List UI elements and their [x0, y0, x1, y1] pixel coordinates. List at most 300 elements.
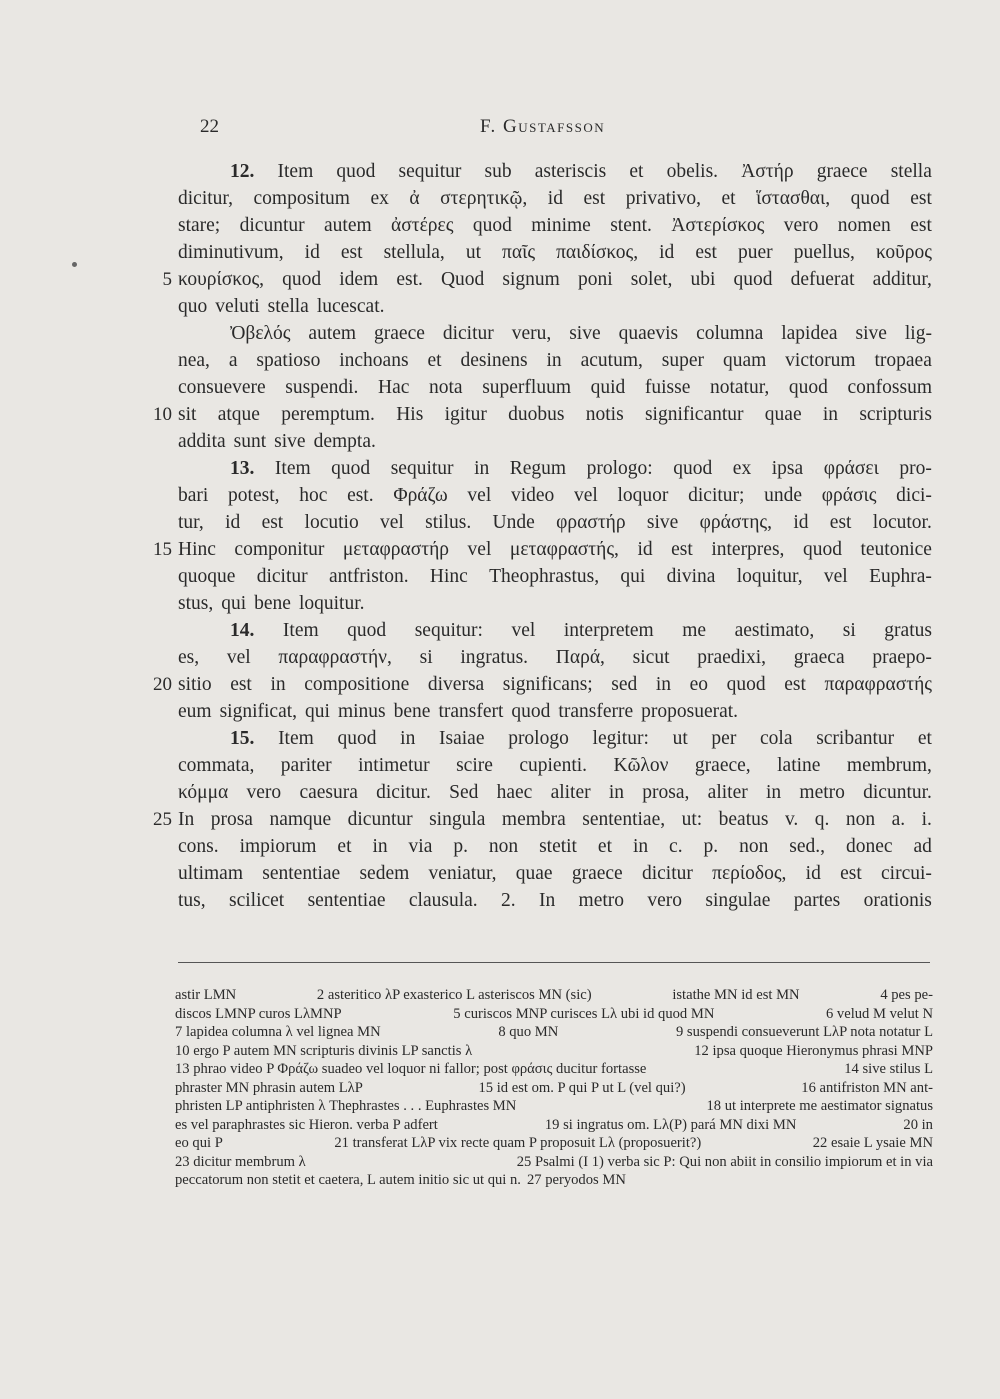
word: Hinc — [178, 539, 216, 560]
word: namque — [269, 809, 332, 830]
main-text — [153, 158, 932, 914]
word: idem — [339, 269, 379, 290]
word: quoque — [178, 566, 236, 587]
word: stella — [267, 296, 309, 317]
word: est — [261, 512, 284, 533]
word: est. — [396, 269, 423, 290]
word: qui — [620, 566, 646, 587]
note-segment: es vel paraphrastes sic Hieron. verba P adfert — [175, 1116, 438, 1133]
word: ingratus. — [460, 647, 529, 668]
word: diminutivum, — [178, 242, 284, 263]
word: non — [739, 836, 769, 857]
word: vel — [226, 647, 251, 668]
word: 2. — [500, 890, 516, 911]
note-segment: 10 ergo P autem MN scripturis divinis LP sanctis λ — [175, 1042, 473, 1059]
word: stus, — [178, 593, 214, 614]
word: sed., — [789, 836, 826, 857]
word: commata, — [178, 755, 255, 776]
word: sitio — [178, 674, 212, 695]
note-segment: 16 antifriston MN ant- — [801, 1079, 933, 1096]
text-line — [178, 860, 932, 887]
word: transfert — [438, 701, 504, 722]
word: et — [337, 836, 352, 857]
line-number: 5 — [162, 269, 172, 290]
word: est — [230, 674, 252, 695]
text-line — [153, 671, 932, 698]
text-line — [178, 428, 932, 455]
word: nea, — [178, 350, 210, 371]
word: video — [510, 485, 555, 506]
word: spatioso — [256, 350, 321, 371]
word: 12. — [230, 161, 255, 182]
word: Ὀβελός — [230, 323, 291, 344]
note-segment: 7 lapidea columna λ vel lignea MN — [175, 1024, 381, 1040]
word: quam — [722, 350, 767, 371]
word: Sed — [449, 782, 479, 803]
word: locutor. — [872, 512, 932, 533]
word: κουρίσκος, — [178, 269, 265, 290]
word: et — [917, 728, 932, 749]
word: ἀστέρες — [391, 215, 454, 236]
note-segment: 20 in — [903, 1116, 933, 1133]
word: quod — [511, 701, 551, 722]
word: Theophrastus, — [489, 566, 600, 587]
word: dici- — [896, 485, 932, 506]
word: id — [659, 242, 675, 263]
word: φραστήρ — [556, 512, 626, 533]
note-segment: 4 pes pe- — [880, 987, 933, 1003]
line-number: 20 — [153, 674, 172, 695]
word: lig- — [904, 323, 932, 344]
note-segment: astir LMN — [175, 987, 237, 1003]
word: defuerat — [790, 269, 855, 290]
note-segment: peccatorum non stetit et caetera, L autem initio sic ut qui n. — [175, 1172, 521, 1188]
word: In — [178, 809, 195, 830]
note-line — [175, 1079, 933, 1098]
word: est — [910, 188, 932, 209]
word: legitur: — [592, 728, 649, 749]
text-line — [178, 293, 932, 320]
word: vel — [823, 566, 848, 587]
text-line — [153, 536, 932, 563]
word: ut — [672, 728, 688, 749]
note-segment: 15 id est om. P qui P ut L (vel qui?) — [478, 1079, 686, 1096]
word: autem — [308, 323, 357, 344]
word: impiorum — [239, 836, 317, 857]
word: graece, — [694, 755, 751, 776]
word: loquitur. — [298, 593, 365, 614]
word: acutum, — [580, 350, 643, 371]
word: fuisse — [644, 377, 691, 398]
word: dicitur; — [688, 485, 745, 506]
word: a. — [891, 809, 906, 830]
note-segment: 5 curiscos MNP curisces Lλ ubi id quod MN — [453, 1005, 715, 1022]
word: significantur — [644, 404, 744, 425]
word: stare; — [178, 215, 221, 236]
word: est — [784, 674, 806, 695]
word: est. — [347, 485, 374, 506]
word: veru, — [511, 323, 552, 344]
word: est — [340, 242, 363, 263]
word: clausula. — [408, 890, 478, 911]
word: consuevere — [178, 377, 266, 398]
word: es, — [178, 647, 200, 668]
word: sit — [178, 404, 197, 425]
word: compositione — [304, 674, 410, 695]
word: id — [225, 512, 241, 533]
word: περίοδος, — [712, 863, 787, 884]
note-segment: 19 si ingratus om. Lλ(P) pará MN dixi MN — [544, 1116, 797, 1133]
text-line — [178, 725, 932, 752]
word: via — [408, 836, 433, 857]
word: ex — [370, 188, 389, 209]
word: bene — [254, 593, 291, 614]
word: in — [822, 404, 839, 425]
word: μεταφραστής, — [509, 539, 619, 560]
word: membrum, — [846, 755, 932, 776]
word: quae — [764, 404, 802, 425]
word: partes — [793, 890, 841, 911]
note-segment: 2 asteritico λP exasterico L asteriscos MN (sic) — [316, 987, 592, 1003]
text-line — [178, 185, 932, 212]
word: puellus, — [793, 242, 855, 263]
text-line — [178, 833, 932, 860]
text-line — [178, 320, 932, 347]
word: teutonice — [860, 539, 932, 560]
note-segment: 6 velud M velut N — [825, 1005, 933, 1022]
word: scire — [456, 755, 493, 776]
text-line — [178, 455, 932, 482]
word: veluti — [215, 296, 260, 317]
word: minime — [531, 215, 591, 236]
text-line — [178, 590, 932, 617]
word: ex — [732, 458, 752, 479]
word: singulae — [705, 890, 771, 911]
note-segment: istathe MN id est MN — [672, 987, 800, 1003]
word: id — [547, 188, 563, 209]
word: latine — [777, 755, 821, 776]
word: prosa — [210, 809, 253, 830]
word: φράσει — [823, 458, 879, 479]
word: prologo — [508, 728, 569, 749]
word: sive — [855, 323, 887, 344]
word: quaevis — [618, 323, 679, 344]
word: loquor — [617, 485, 669, 506]
note-line — [175, 1171, 933, 1190]
word: κόμμα — [178, 782, 229, 803]
word: victorum — [785, 350, 856, 371]
word: Ἀστερίσκος — [671, 215, 765, 236]
word: 13. — [230, 458, 255, 479]
word: in — [400, 728, 416, 749]
word: φράστης, — [699, 512, 772, 533]
word: eum — [178, 701, 212, 722]
word: quod — [788, 377, 828, 398]
word: sive — [274, 431, 306, 452]
word: asteriscis — [534, 161, 607, 182]
word: Isaiae — [439, 728, 485, 749]
text-line — [178, 212, 932, 239]
word: vero — [647, 890, 683, 911]
word: stent. — [610, 215, 652, 236]
word: id — [793, 512, 809, 533]
note-line — [175, 986, 933, 1005]
word: dicitur, — [178, 188, 233, 209]
text-line — [153, 401, 932, 428]
word: privativo, — [625, 188, 701, 209]
word: significans; — [502, 674, 593, 695]
word: sententiae — [262, 863, 341, 884]
word: et — [597, 836, 612, 857]
text-line — [178, 752, 932, 779]
word: dicitur — [442, 323, 494, 344]
word: columna — [696, 323, 764, 344]
note-segment: 12 ipsa quoque Hieronymus phrasi MNP — [694, 1042, 933, 1059]
text-line — [178, 239, 932, 266]
word: significat, — [219, 701, 298, 722]
page-header — [200, 116, 930, 144]
word: φράσις — [821, 485, 877, 506]
word: Item — [277, 161, 314, 182]
word: nota — [429, 377, 463, 398]
word: a — [228, 350, 238, 371]
word: 15. — [230, 728, 255, 749]
word: Hac — [378, 377, 410, 398]
word: v. — [784, 809, 799, 830]
note-segment: 27 peryodos MN — [526, 1172, 626, 1188]
word: beatus — [718, 809, 769, 830]
word: est — [910, 215, 932, 236]
word: orationis — [863, 890, 932, 911]
word: poni — [577, 269, 613, 290]
word: Unde — [492, 512, 535, 533]
word: id — [637, 539, 653, 560]
footnote-divider — [178, 962, 930, 963]
running-head: F. Gustafsson — [480, 116, 606, 137]
word: solet, — [630, 269, 673, 290]
text-line — [178, 698, 932, 725]
word: est — [840, 863, 862, 884]
word: stetit — [539, 836, 577, 857]
word: ἵστασθαι, — [756, 188, 831, 209]
text-line — [178, 509, 932, 536]
word: stilus. — [425, 512, 472, 533]
word: quod — [802, 539, 842, 560]
word: In — [538, 890, 556, 911]
word: in — [546, 350, 562, 371]
word: id — [304, 242, 320, 263]
word: est — [829, 512, 852, 533]
word: loquitur, — [736, 566, 803, 587]
note-line — [175, 1005, 933, 1024]
word: hoc — [299, 485, 328, 506]
note-segment: 13 phrao video P Φράζω suadeo vel loquor ni fallor; post φράσις ducitur fortasse — [175, 1061, 647, 1077]
word: sub — [484, 161, 512, 182]
word: in — [608, 782, 625, 803]
word: q. — [814, 809, 830, 830]
word: quod — [733, 269, 773, 290]
line-number: 15 — [153, 539, 172, 560]
word: κοῦρος — [875, 242, 932, 263]
word: aliter — [707, 782, 748, 803]
note-segment: 25 Psalmi (I 1) verba sic P: Qui non abiit in consilio impiorum et in via — [516, 1153, 933, 1170]
word: vel — [467, 485, 492, 506]
word: et — [427, 350, 442, 371]
word: lucescat. — [316, 296, 385, 317]
word: quod — [472, 215, 512, 236]
word: igitur — [444, 404, 487, 425]
word: quod — [331, 458, 371, 479]
word: sequitur — [390, 458, 454, 479]
word: interpretem — [563, 620, 654, 641]
text-line — [178, 617, 932, 644]
word: intimetur — [358, 755, 430, 776]
word: in — [655, 674, 672, 695]
note-segment: 8 quo MN — [498, 1024, 559, 1040]
word: Item — [282, 620, 319, 641]
word: unde — [764, 485, 803, 506]
word: c. — [669, 836, 683, 857]
word: in — [632, 836, 649, 857]
word: graeca — [793, 647, 845, 668]
word: dicuntur. — [863, 782, 932, 803]
word: desinens — [460, 350, 528, 371]
word: vel — [380, 512, 404, 533]
word: sententiae, — [582, 809, 666, 830]
word: tur, — [178, 512, 204, 533]
word: superfluum — [482, 377, 572, 398]
word: cola — [760, 728, 793, 749]
word: dicuntur — [239, 215, 305, 236]
word: veniatur, — [428, 863, 497, 884]
text-line — [178, 482, 932, 509]
word: qui — [305, 701, 330, 722]
word: proposuerat. — [641, 701, 739, 722]
word: locutio — [304, 512, 359, 533]
word: cupienti. — [519, 755, 588, 776]
line-number: 25 — [153, 809, 172, 830]
word: praedixi, — [697, 647, 766, 668]
word: i. — [921, 809, 932, 830]
word: stellula, — [383, 242, 445, 263]
word: quod — [850, 188, 890, 209]
word: membra — [501, 809, 566, 830]
word: non — [845, 809, 876, 830]
word: eo — [689, 674, 709, 695]
note-line — [175, 1060, 933, 1079]
word: sed — [611, 674, 638, 695]
word: Quod — [440, 269, 485, 290]
word: ad — [913, 836, 932, 857]
word: dempta. — [313, 431, 376, 452]
note-line — [175, 1042, 933, 1061]
word: in — [765, 782, 782, 803]
word: p. — [703, 836, 719, 857]
word: minus — [337, 701, 386, 722]
word: potest, — [228, 485, 280, 506]
word: vero — [246, 782, 282, 803]
word: sedem — [359, 863, 410, 884]
word: confossum — [847, 377, 932, 398]
word: p. — [453, 836, 468, 857]
word: metro — [578, 890, 625, 911]
word: aliter — [550, 782, 591, 803]
note-segment: phraster MN phrasin autem LλP — [175, 1079, 363, 1096]
word: cons. — [178, 836, 219, 857]
word: παραφραστής — [824, 674, 932, 695]
note-segment: 23 dicitur membrum λ — [175, 1153, 306, 1170]
word: στερητικῷ, — [440, 188, 528, 209]
word: Φράζω — [393, 485, 448, 506]
line-number: 10 — [153, 404, 172, 425]
word: sive — [569, 323, 601, 344]
word: inchoans — [339, 350, 409, 371]
word: transferre — [558, 701, 634, 722]
word: παραφραστήν, — [278, 647, 392, 668]
text-line — [178, 347, 932, 374]
word: puer — [738, 242, 773, 263]
word: autem — [324, 215, 372, 236]
word: bari — [178, 485, 209, 506]
word: caesura — [299, 782, 358, 803]
word: prologo: — [586, 458, 653, 479]
word: quo — [178, 296, 208, 317]
word: dicitur — [641, 863, 693, 884]
word: qui — [221, 593, 247, 614]
note-line — [175, 1097, 933, 1116]
word: singula — [429, 809, 486, 830]
note-line — [175, 1134, 933, 1153]
text-line — [178, 779, 932, 806]
word: circui- — [881, 863, 932, 884]
word: dicitur — [256, 566, 308, 587]
note-line — [175, 1116, 933, 1135]
word: Euphra- — [869, 566, 932, 587]
word: quod — [726, 674, 766, 695]
word: Item — [278, 728, 314, 749]
word: est — [671, 539, 693, 560]
margin-speck — [72, 262, 77, 267]
word: Hinc — [429, 566, 468, 587]
word: dicitur. — [376, 782, 431, 803]
word: graece — [571, 863, 623, 884]
word: diversa — [427, 674, 485, 695]
word: gratus — [884, 620, 932, 641]
word: si — [419, 647, 433, 668]
word: sicut — [632, 647, 670, 668]
text-line — [178, 644, 932, 671]
text-line — [162, 266, 932, 293]
word: id — [805, 863, 821, 884]
word: scribantur — [816, 728, 895, 749]
word: antfriston. — [328, 566, 409, 587]
note-segment: 14 sive stilus L — [844, 1061, 933, 1077]
word: ut: — [681, 809, 703, 830]
word: quod — [282, 269, 322, 290]
text-line — [178, 887, 932, 914]
word: quod — [673, 458, 713, 479]
note-line — [175, 1023, 933, 1042]
word: pariter — [280, 755, 332, 776]
word: notis — [585, 404, 624, 425]
note-segment: phristen LP antiphristen λ Thephrastes . . . Euphrastes MN — [175, 1098, 517, 1114]
note-segment: 22 esaie L ysaie MN — [812, 1135, 933, 1151]
word: metro — [799, 782, 845, 803]
word: sequitur: — [414, 620, 483, 641]
word: haec — [496, 782, 533, 803]
word: in — [372, 836, 388, 857]
word: pro- — [899, 458, 932, 479]
